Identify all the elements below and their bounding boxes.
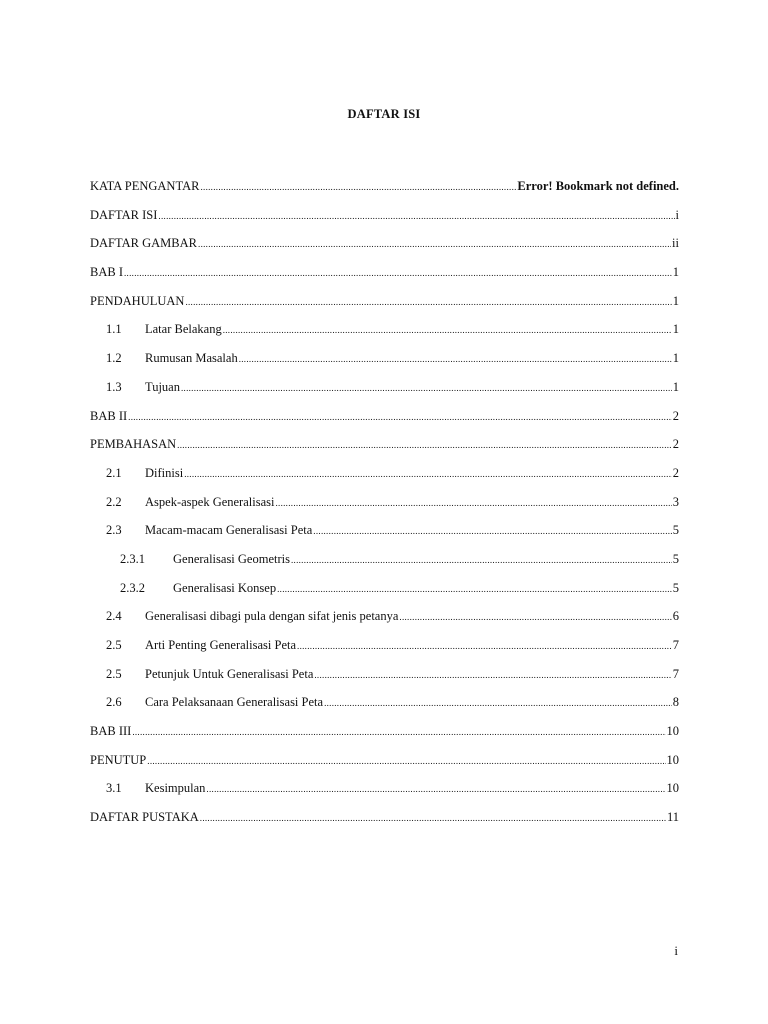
toc-entry-number: 2.6: [106, 695, 122, 710]
toc-entry-label: Aspek-aspek Generalisasi: [145, 494, 275, 509]
toc-entry-label: BAB I: [90, 265, 123, 280]
toc-entry-page: 10: [666, 781, 679, 796]
toc-entry[interactable]: [90, 807, 679, 836]
toc-entry[interactable]: [90, 492, 679, 521]
dot-leader: [297, 635, 672, 656]
dot-leader: [223, 319, 672, 340]
toc-entry-page: 1: [672, 351, 679, 366]
toc-entry-number: 1.1: [106, 322, 122, 337]
page-number: i: [674, 943, 678, 958]
toc-entry-number: 2.5: [106, 666, 122, 681]
toc-entry-label: DAFTAR GAMBAR: [90, 236, 198, 251]
toc-entry-page: i: [675, 207, 679, 222]
toc-entry-label: Cara Pelaksanaan Generalisasi Peta: [145, 695, 324, 710]
dot-leader: [128, 406, 672, 427]
toc-entry-label: Generalisasi Konsep: [173, 580, 277, 595]
toc-entry-page: 7: [672, 666, 679, 681]
dot-leader: [158, 205, 674, 226]
table-of-contents: [90, 176, 679, 836]
toc-entry[interactable]: [90, 463, 679, 492]
toc-entry-label: Petunjuk Untuk Generalisasi Peta: [145, 666, 314, 681]
toc-entry-page: 11: [666, 810, 679, 825]
dot-leader: [177, 434, 672, 455]
dot-leader: [198, 233, 671, 254]
toc-entry[interactable]: [90, 434, 679, 463]
toc-entry-label: BAB III: [90, 724, 132, 739]
toc-entry-page: 1: [672, 293, 679, 308]
toc-entry-page: 8: [672, 695, 679, 710]
toc-entry[interactable]: [90, 750, 679, 779]
toc-entry-label: Tujuan: [145, 379, 180, 394]
toc-entry[interactable]: [90, 348, 679, 377]
dot-leader: [206, 778, 665, 799]
toc-entry-label: Arti Penting Generalisasi Peta: [145, 638, 297, 652]
toc-entry[interactable]: [90, 778, 679, 807]
toc-entry-number: 2.2: [106, 494, 122, 509]
toc-entry-page: 1: [672, 265, 679, 280]
toc-entry-page: 3: [672, 494, 679, 509]
dot-leader: [132, 721, 665, 742]
toc-entry-page: 10: [666, 724, 679, 739]
toc-entry[interactable]: [90, 520, 679, 549]
toc-entry-number: 1.3: [106, 379, 122, 394]
toc-entry-label: Macam-macam Generalisasi Peta: [145, 523, 313, 538]
toc-entry[interactable]: [90, 205, 679, 234]
toc-entry-label: Rumusan Masalah: [145, 351, 238, 366]
toc-entry-number: 3.1: [106, 781, 122, 796]
dot-leader: [277, 578, 672, 599]
toc-entry-label: Generalisasi dibagi pula dengan sifat jenis petanya: [145, 609, 399, 624]
dot-leader: [239, 348, 672, 369]
dot-leader: [147, 750, 665, 771]
toc-entry[interactable]: [90, 406, 679, 435]
dot-leader: [200, 807, 666, 828]
toc-entry-label: Kesimpulan: [145, 781, 206, 796]
dot-leader: [185, 291, 671, 312]
toc-entry-page: 7: [672, 638, 679, 652]
toc-entry-label: Latar Belakang: [145, 322, 222, 337]
toc-entry-number: 2.1: [106, 465, 122, 480]
dot-leader: [313, 520, 671, 541]
toc-entry[interactable]: [90, 377, 679, 406]
toc-entry-page: Error! Bookmark not defined.: [517, 179, 679, 193]
toc-entry-page: 5: [672, 551, 679, 566]
toc-entry-page: 1: [672, 379, 679, 394]
toc-entry-page: 10: [666, 752, 679, 767]
toc-entry-page: 1: [672, 322, 679, 337]
dot-leader: [275, 492, 671, 513]
page-title: DAFTAR ISI: [347, 107, 421, 121]
toc-entry-page: 5: [672, 580, 679, 595]
toc-entry-page: 5: [672, 523, 679, 538]
toc-entry[interactable]: [90, 549, 679, 578]
toc-entry-page: 2: [672, 437, 679, 452]
toc-entry[interactable]: [90, 664, 679, 693]
toc-entry-label: PEMBAHASAN: [90, 437, 177, 452]
toc-entry-label: KATA PENGANTAR: [90, 179, 200, 193]
toc-entry-label: PENUTUP: [90, 752, 147, 767]
dot-leader: [181, 377, 672, 398]
toc-entry-label: DAFTAR ISI: [90, 207, 158, 222]
dot-leader: [291, 549, 672, 570]
toc-entry-page: 2: [672, 408, 679, 423]
toc-entry-label: Difinisi: [145, 465, 184, 480]
toc-entry-number: 2.4: [106, 609, 122, 624]
toc-entry[interactable]: [90, 721, 679, 750]
dot-leader: [124, 262, 672, 283]
toc-entry[interactable]: [90, 606, 679, 635]
toc-entry-label: DAFTAR PUSTAKA: [90, 810, 199, 825]
toc-entry-page: 2: [672, 465, 679, 480]
toc-entry-number: 2.3.1: [120, 551, 145, 566]
toc-entry[interactable]: [90, 262, 679, 291]
toc-entry-page: ii: [672, 236, 679, 251]
toc-entry-number: 2.5: [106, 638, 122, 652]
toc-entry[interactable]: [90, 291, 679, 320]
toc-entry-number: 2.3.2: [120, 580, 145, 595]
toc-entry-label: BAB II: [90, 408, 128, 423]
toc-entry[interactable]: [90, 319, 679, 348]
toc-entry[interactable]: [90, 635, 679, 664]
toc-entry-label: PENDAHULUAN: [90, 293, 185, 308]
toc-entry[interactable]: [90, 578, 679, 607]
dot-leader: [200, 176, 516, 197]
toc-entry-number: 2.3: [106, 523, 122, 538]
toc-entry[interactable]: [90, 692, 679, 721]
dot-leader: [184, 463, 672, 484]
toc-entry-number: 1.2: [106, 351, 122, 366]
dot-leader: [324, 692, 672, 713]
toc-entry[interactable]: [90, 176, 679, 205]
dot-leader: [399, 606, 671, 627]
toc-entry-label: Generalisasi Geometris: [173, 551, 290, 566]
toc-entry-page: 6: [672, 609, 679, 624]
dot-leader: [314, 664, 671, 685]
toc-entry[interactable]: [90, 233, 679, 262]
